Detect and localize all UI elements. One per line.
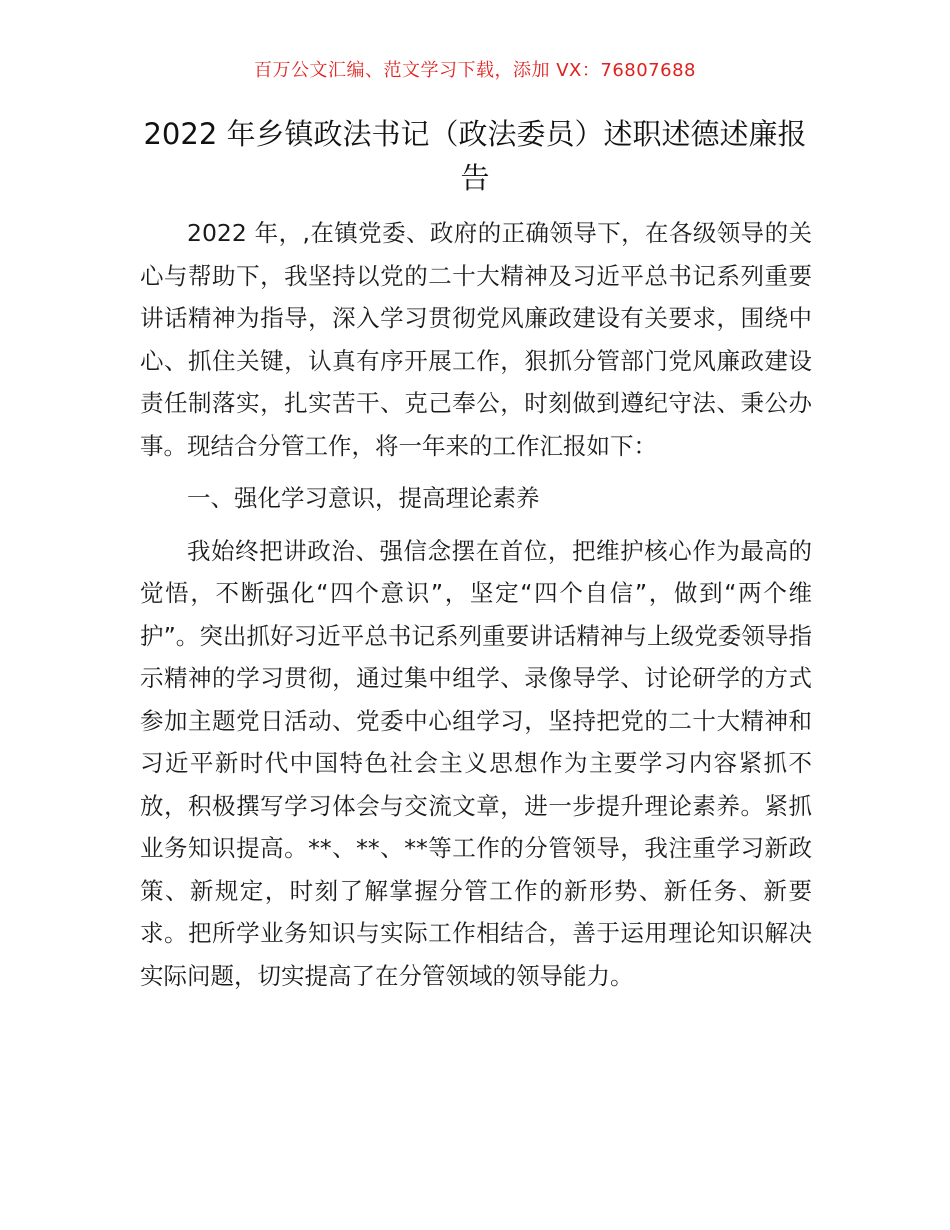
document-title: 2022 年乡镇政法书记（政法委员）述职述德述廉报告 bbox=[143, 117, 807, 195]
section-heading-1: 一、强化学习意识，提高理论素养 bbox=[187, 484, 540, 512]
intro-paragraph: 2022 年，,在镇党委、政府的正确领导下，在各级领导的关心与帮助下，我坚持以党的二十大精神及习近平总书记系列重要讲话精神为指导，深入学习贯彻党风廉政建设有关要求，围绕中心、抓住关键，认真有序开展工作，狠抓分管部门党风廉政建设责任制落实，扎实苦干、克己奉公，时刻做到遵纪守法、秉公办事。现结合分管工作，将一年来的工作汇报如下： bbox=[140, 219, 812, 460]
document-body bbox=[140, 212, 812, 997]
watermark-banner: 百万公文汇编、范文学习下载，添加 VX：76807688 bbox=[254, 60, 696, 81]
section-paragraph-1: 我始终把讲政治、强信念摆在首位，把维护核心作为最高的觉悟，不断强化“四个意识”，坚定“四个自信”，做到“两个维护”。突出抓好习近平总书记系列重要讲话精神与上级党委领导指示精神的学习贯彻，通过集中组学、录像导学、讨论研学的方式参加主题党日活动、党委中心组学习，坚持把党的二十大精神和习近平新时代中国特色社会主义思想作为主要学习内容紧抓不放，积极撰写学习体会与交流文章，进一步提升理论素养。紧抓业务知识提高。**、**、**等工作的分管领导，我注重学习新政策、新规定，时刻了解掌握分管工作的新形势、新任务、新要求。把所学业务知识与实际工作相结合，善于运用理论知识解决实际问题，切实提高了在分管领域的领导能力。 bbox=[140, 536, 812, 990]
